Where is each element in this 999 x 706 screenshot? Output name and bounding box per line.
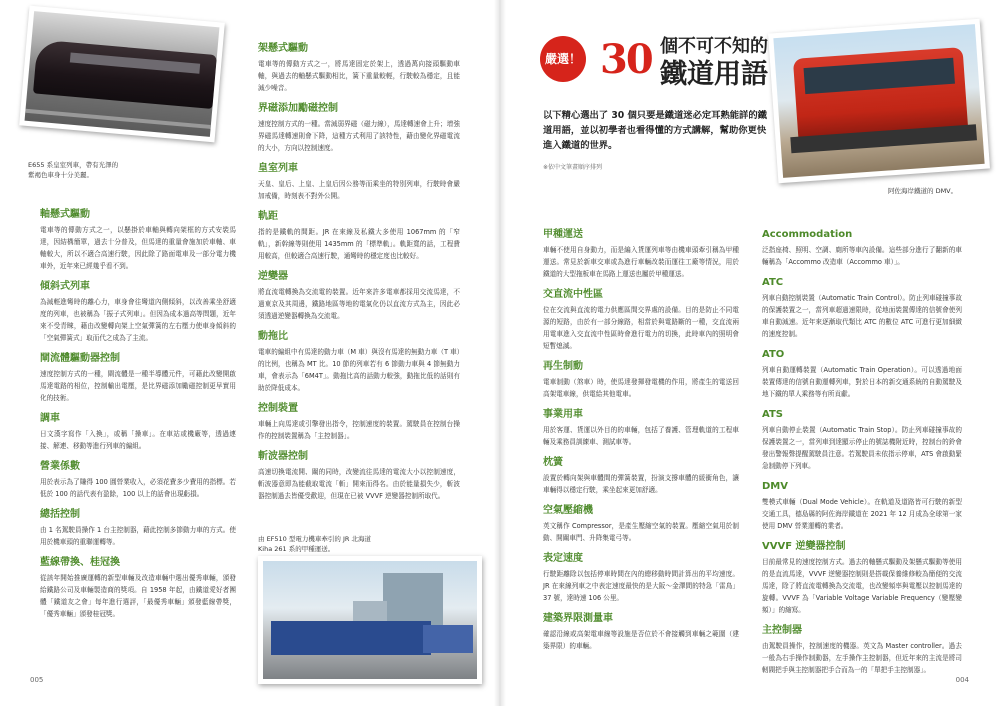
entry-desc: 泛指座椅、照明、空調、廁所等車內設備。這些部分進行了翻新的車輛稱為「Accommo 改造車（Accommo 車）」。 (762, 246, 962, 266)
entry-term: 主控制器 (762, 625, 802, 636)
entry-desc: 指的是鐵軌的間距。JR 在來線及私鐵大多使用 1067mm 的「窄軌」，新幹線等則使用 1435mm 的「標準軌」。軌距寬的話，工程費用較高，但較適合高速行駛，通彎時的穩定度也比較好。 (258, 228, 460, 260)
glossary-entry (258, 102, 460, 154)
glossary-entry (762, 540, 962, 616)
locomotive-photo-image (263, 561, 477, 679)
entry-term: 動拖比 (258, 331, 288, 342)
intro-text: 以下精心選出了 30 個只要是鐵道迷必定耳熟能詳的鐵道用語，並以初學者也看得懂的方式講解，幫助你更快進入鐵道的世界。 (543, 110, 767, 151)
train-photo-image (25, 11, 220, 137)
glossary-entry (258, 330, 460, 394)
entry-desc: 速度控制方式的一種，閘流體是一種半導體元件，可藉此改變開啟馬達電路的相位，控制輸出電壓，是比界磁添加勵磁控制更早實用化的技術。 (40, 370, 236, 402)
glossary-entry (543, 408, 739, 448)
glossary-entry (40, 412, 236, 452)
glossary-entry (543, 504, 739, 544)
entry-term: 軌距 (258, 211, 278, 222)
locomotive-body-shape (271, 621, 431, 655)
entry-desc: 用於客運、貨運以外目的的車輛，包括了養護、管理軌道的工程車輛及乘務員訓練車、測試車等。 (543, 426, 739, 446)
entry-desc: 車輛上向馬達或引擎發出指令，控制速度的裝置。駕駛員在控制台操作的控制裝置稱為「主控制器」。 (258, 420, 460, 440)
glossary-entry (258, 162, 460, 202)
glossary-entry (543, 360, 739, 400)
title-number: 30 (600, 36, 652, 83)
glossary-entry (762, 348, 962, 400)
entry-desc: 英文稱作 Compressor，是產生壓縮空氣的裝置。壓縮空氣用於制動、開關車門、升降集電弓等。 (543, 522, 739, 542)
entry-term: 甲種運送 (543, 229, 583, 240)
entry-term: 再生制動 (543, 361, 583, 372)
entry-term: ATC (762, 277, 784, 288)
glossary-entry (762, 276, 962, 340)
entry-term: 枕簧 (543, 457, 563, 468)
glossary-entry (40, 208, 236, 272)
column-right-2 (762, 228, 962, 684)
entry-desc: 從該年開始推廣運轉的新型車輛及改造車輛中選出優秀車輛，頒發給鐵路公司及車輛製造商的獎項。自 1958 年起，由鐵道愛好者團體「鐵道友之會」每年進行選評，「最優秀車輛」頒發藍線帶獎，「優秀車輛」頒發桂冠獎。 (40, 574, 236, 618)
glossary-entry (543, 288, 739, 352)
entry-term: ATO (762, 349, 785, 360)
entry-desc: 高速切換電流開、關的同時，改變流往馬達的電流大小以控制速度，斬波器意即為能截取電流「斬」開來而得名。由於能量損失少，斬波器控制過去皆優受歡迎，但現在已被 VVVF 逆變器控制所取代。 (258, 468, 460, 500)
selection-badge: 嚴選！ (540, 36, 586, 82)
entry-desc: 列車自動控制裝置（Automatic Train Control）。防止列車碰撞事故的保護裝置之一，當列車超過速限時，從地面裝置傳達的信號會使列車自動減速。近年來逐漸取代類比 ATC 的數位 ATC 可進行更加細緻的速度控制。 (762, 294, 962, 338)
entry-desc: 天皇、皇后、上皇、上皇后因公務等而乘坐的特別列車，行駛時會嚴加戒備，時刻表不對外公開。 (258, 180, 460, 200)
photo-ef510-locomotive (258, 556, 482, 684)
entry-desc: 由駕駛員操作，控制速度的機器。英文為 Master controller。過去一般為右手操作制動器，左手操作主控制器，但近年來的主流是將司軔閥把手與主控制器把手合而為一的「單把手主控制器」。 (762, 642, 962, 674)
entry-term: 界磁添加勵磁控制 (258, 103, 338, 114)
entry-term: 逆變器 (258, 271, 288, 282)
glossary-entry (40, 508, 236, 548)
glossary-entry (762, 480, 962, 532)
glossary-entry (543, 612, 739, 652)
glossary-entry (543, 228, 739, 280)
entry-term: 空氣壓縮機 (543, 505, 593, 516)
entry-term: 斬波器控制 (258, 451, 308, 462)
glossary-entry (258, 210, 460, 262)
entry-desc: 用於表示為了賺得 100 圓營業收入，必須花費多少費用的指標。若低於 100 的話代表有盈餘，100 以上的話會出現虧損。 (40, 478, 236, 498)
glossary-entry (40, 280, 236, 344)
dmv-photo-image (773, 24, 984, 178)
entry-desc: 雙模式車輛（Dual Mode Vehicle）。在軌道及道路皆可行駛的新型交通工具，德島縣的阿佐海岸鐵道在 2021 年 12 月成為全球第一家使用 DMV 營業運轉的業者。 (762, 498, 962, 530)
column-right-1 (543, 228, 739, 660)
entry-desc: 列車自動運轉裝置（Automatic Train Operation）。可以透過地面裝置傳達的信號自動運轉列車，對於日本的新交通系統的自動駕駛及地下鐵的單人乘務等有所貢獻。 (762, 366, 962, 398)
glossary-entry (258, 42, 460, 94)
glossary-entry (40, 352, 236, 404)
column-left-1 (40, 208, 236, 628)
entry-term: 控制裝置 (258, 403, 298, 414)
entry-term: 調車 (40, 413, 60, 424)
entry-desc: 日文漢字寫作「入換」，或稱「操車」。在車站或機廠等，透過連接、解連、移動等進行列車的編組。 (40, 430, 236, 450)
entry-desc: 目前最常見的速度控制方式。過去的軸懸式驅動及架懸式驅動等使用的是直流馬達，VVVF 逆變器控制則是搭載保養維修較為簡便的交流馬達，除了將直流電轉換為交流電，也改變頻率與電壓以控制馬達的旋轉。VVVF 為「Variable Voltage Variable Frequency（變壓變頻）」的縮寫。 (762, 558, 962, 614)
entry-term: ATS (762, 409, 783, 420)
title-line-2: 鐵道用語 (660, 59, 768, 90)
glossary-entry (762, 624, 962, 676)
glossary-entry (258, 270, 460, 322)
glossary-entry (258, 402, 460, 442)
caption-dmv: 阿佐海岸鐵道的 DMV。 (888, 187, 958, 195)
entry-term: 表定速度 (543, 553, 583, 564)
entry-desc: 由 1 名駕駛員操作 1 台主控制器，藉此控制多節動力車的方式。使用於機車頭的重聯運轉等。 (40, 526, 236, 546)
title-line-1: 個不可不知的 (660, 36, 768, 57)
entry-desc: 車輛不使用自身動力，而是編入貨運列車等由機車頭牽引稱為甲種運送。常見於新車交車或為進行車輛改裝而運往工廠等情況，用於鐵道的大型拖板車在馬路上運送也屬於甲種運送。 (543, 246, 739, 278)
entry-term: 皇室列車 (258, 163, 298, 174)
ordering-note: ※依中文筆畫順序排列 (543, 164, 603, 171)
glossary-entry (762, 408, 962, 472)
page-number-right: 004 (955, 676, 969, 684)
page-number-left: 005 (30, 676, 44, 684)
glossary-entry (40, 556, 236, 620)
train-body-shape (33, 40, 217, 109)
entry-term: 營業係數 (40, 461, 80, 472)
entry-desc: 電車的編組中有馬達的動力車（M 車）與沒有馬達的無動力車（T 車）的比例，也稱為 MT 比。10 節的列車若有 6 節動力車與 4 節無動力車，會表示為「6M4T」。動拖比高的話動力較強，動拖比低的話則有助於降低成本。 (258, 348, 460, 392)
entry-term: 交直流中性區 (543, 289, 603, 300)
entry-desc: 行駛距離除以包括停車時間在內的總移動時間計算出的平均速度。JR 在來線列車之中表定速度最快的是大阪～金澤間的特急「雷鳥」37 號，達時速 106 公里。 (543, 570, 739, 602)
entry-term: 藍線帶換、桂冠換 (40, 557, 120, 568)
entry-desc: 電車制動（煞車）時，使馬達發揮發電機的作用，將產生的電送回高架電車線，供電給其他電車。 (543, 378, 739, 398)
entry-desc: 電車等的傳動方式之一，以懸掛於車軸與轉向架框的方式安裝馬達，因結構簡單，過去十分普及，但馬達的重量會施加於車軸、車軸較大，所以不適合高速行駛，因此除了路面電車及一部分電力機車外，近年來已經幾乎看不到。 (40, 226, 236, 270)
entry-term: 閘流體驅動器控制 (40, 353, 120, 364)
entry-term: 事業用車 (543, 409, 583, 420)
photo-e655-train (19, 6, 225, 143)
entry-term: 軸懸式驅動 (40, 209, 90, 220)
entry-desc: 確認沿線或高架電車線等設施是否位於不會接觸到車輛之範圍（建築界限）的車輛。 (543, 630, 739, 650)
glossary-entry (543, 456, 739, 496)
freight-car-shape (423, 625, 473, 653)
entry-desc: 為減輕進彎時的離心力，車身會往彎道內側傾斜，以改善乘坐舒適度的列車，也被稱為「振子式列車」。但因為成本過高等問題，近年來不受青睞，藉由改變轉向架上空氣彈簧的左右壓力使車身傾斜的「空氣彈簧式」取而代之成為了主流。 (40, 298, 236, 342)
page-gutter (494, 0, 506, 706)
column-left-2 (258, 42, 460, 510)
photo-dmv-bus (768, 19, 990, 183)
entry-term: VVVF 逆變器控制 (762, 541, 846, 552)
entry-desc: 將直流電轉換為交流電的裝置。近年來許多電車都採用交流馬達，不過東京及其周邊，鐵路地區等地的電氣化仍以直流方式為主，因此必須透過逆變器轉換為交流電。 (258, 288, 460, 320)
glossary-entry (40, 460, 236, 500)
entry-term: 傾斜式列車 (40, 281, 90, 292)
entry-desc: 電車等的傳動方式之一，將馬達固定於架上，透過萬向接頭驅動車軸，與過去的軸懸式驅動相比，簧下重量較輕，行駛較為穩定，且能減少噪音。 (258, 60, 460, 92)
entry-desc: 設置於轉向架與車體間的彈簧裝置，扮演支撐車體的緩衝角色，讓車輛得以穩定行駛，乘坐起來更加舒適。 (543, 474, 739, 494)
glossary-entry (543, 552, 739, 604)
glossary-entry (258, 450, 460, 502)
entry-term: Accommodation (762, 229, 853, 240)
entry-desc: 速度控制方式的一種。當減弱界磁（磁力線），馬達轉速會上升；增強界磁馬達轉速則會下降，這種方式利用了該特性，藉由變化界磁電流的大小，方向以控制速度。 (258, 120, 460, 152)
entry-term: 架懸式驅動 (258, 43, 308, 54)
entry-term: 總括控制 (40, 509, 80, 520)
entry-desc: 位在交流與直流的電力供應區間交界處的設備。目的是防止不同電源的短路，由於有一部分線路，相當於與電路斷的一種，交直流兩用電車進入交直流中性區時會進行電力的切換，此時車內的照明會短暫熄滅。 (543, 306, 739, 350)
glossary-entry (762, 228, 962, 268)
entry-term: 建築界限測量車 (543, 613, 613, 624)
rail-line (25, 109, 211, 129)
caption-e655: E655 系皇室列車，帶有光澤的 紫褐色車身十分美麗。 (28, 161, 119, 179)
caption-ef510: 由 EF510 型電力機車牽引的 JR 北海道 Kiha 261 系的甲種運送。 (258, 535, 371, 553)
entry-desc: 列車自動停止裝置（Automatic Train Stop）。防止列車碰撞事故的保護裝置之一，當列車到達顯示停止的號誌機附近時，控制台的鈴會發出警報聲提醒駕駛員注意。若駕駛員未依指示停車，ATS 會啟動緊急制動停下列車。 (762, 426, 962, 470)
entry-term: DMV (762, 481, 788, 492)
